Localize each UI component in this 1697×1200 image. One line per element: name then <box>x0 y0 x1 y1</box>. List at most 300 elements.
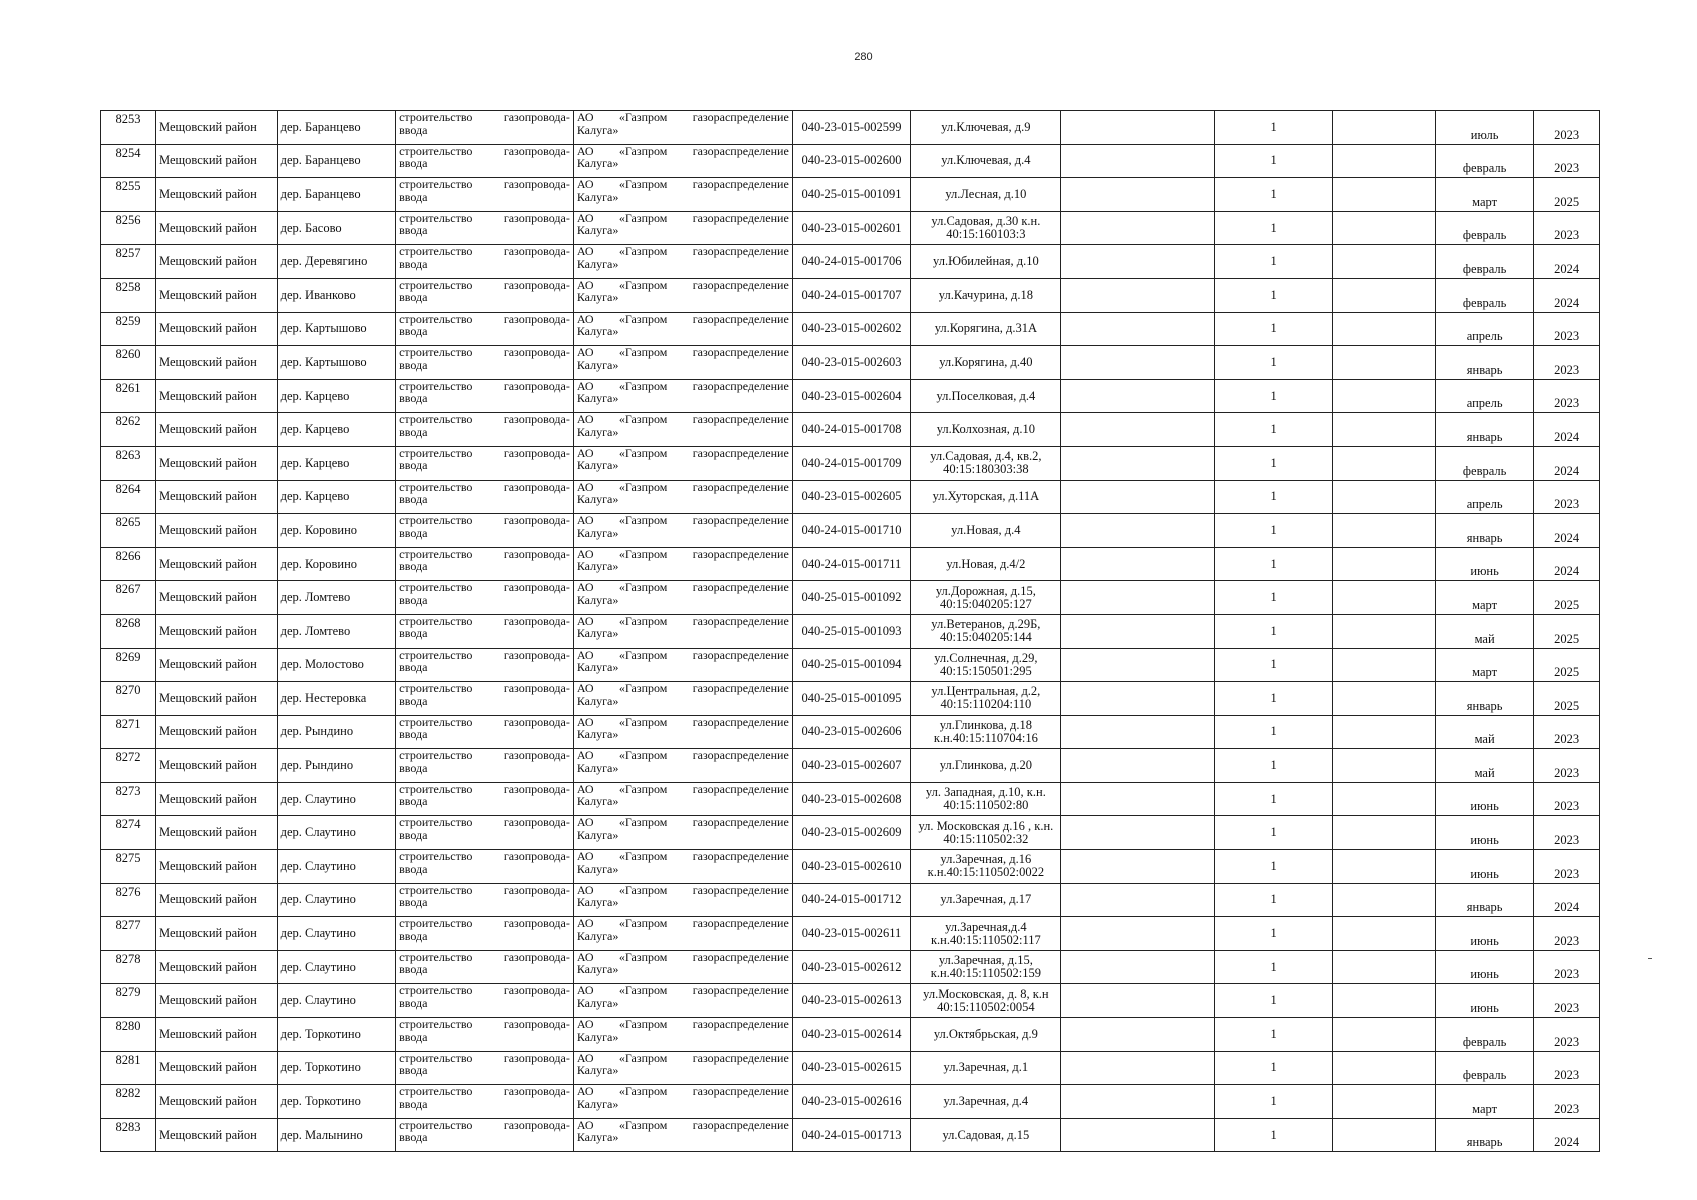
month-cell: март <box>1435 648 1533 682</box>
month-cell: январь <box>1435 413 1533 447</box>
work-word: газопровода- <box>503 1118 570 1132</box>
org-word: «Газпром <box>618 916 668 931</box>
empty-cell <box>1333 1051 1436 1085</box>
table-row <box>101 715 1600 749</box>
org-word: Калуга» <box>576 559 619 574</box>
org-word: газораспределение <box>692 412 789 427</box>
org-word: «Газпром <box>618 1017 668 1032</box>
empty-cell <box>1061 1118 1214 1152</box>
work-type-cell <box>396 178 574 212</box>
organization-cell <box>573 917 792 951</box>
work-word: строительство <box>399 312 473 326</box>
quantity-cell: 1 <box>1214 648 1332 682</box>
org-word: АО <box>576 782 594 796</box>
work-word: газопровода- <box>503 446 570 460</box>
org-word: «Газпром <box>618 446 668 460</box>
year-cell: 2023 <box>1534 1051 1600 1085</box>
year-cell: 2024 <box>1534 514 1600 548</box>
empty-cell <box>1333 917 1436 951</box>
work-type-cell <box>396 144 574 178</box>
year-cell: 2023 <box>1534 850 1600 884</box>
row-number: 8280 <box>101 1018 156 1052</box>
object-code-cell: 040-24-015-001711 <box>792 547 910 581</box>
address-cell: ул.Заречная, д.17 <box>911 883 1061 917</box>
village-cell: дер. Карцево <box>277 379 395 413</box>
object-code-cell: 040-23-015-002613 <box>792 984 910 1018</box>
year-cell: 2024 <box>1534 245 1600 279</box>
district-cell: Мещовский район <box>156 850 278 884</box>
work-type-cell <box>396 446 574 480</box>
address-cell: ул.Заречная,д.4 к.н.40:15:110502:117 <box>911 917 1061 951</box>
org-word: газораспределение <box>692 144 789 158</box>
work-type-cell <box>396 984 574 1018</box>
org-word: «Газпром <box>618 345 668 360</box>
month-cell: февраль <box>1435 278 1533 312</box>
table-row <box>101 547 1600 581</box>
object-code-cell: 040-23-015-002610 <box>792 850 910 884</box>
address-cell: ул.Корягина, д.40 <box>911 346 1061 380</box>
work-word: ввода <box>399 492 428 507</box>
org-word: «Газпром <box>618 1051 668 1065</box>
table-row <box>101 749 1600 783</box>
village-cell: дер. Рындино <box>277 749 395 783</box>
organization-cell <box>573 111 792 145</box>
table-row <box>101 211 1600 245</box>
work-word: газопровода- <box>503 412 570 427</box>
work-type-cell <box>396 379 574 413</box>
village-cell: дер. Торкотино <box>277 1018 395 1052</box>
organization-cell <box>573 514 792 548</box>
work-word: газопровода- <box>503 815 570 830</box>
empty-cell <box>1333 480 1436 514</box>
village-cell: дер. Слаутино <box>277 950 395 984</box>
month-cell: январь <box>1435 346 1533 380</box>
district-cell: Мещовский район <box>156 883 278 917</box>
month-cell: январь <box>1435 514 1533 548</box>
quantity-cell: 1 <box>1214 278 1332 312</box>
org-word: «Газпром <box>618 1084 668 1099</box>
org-word: АО <box>576 1118 594 1132</box>
org-word: газораспределение <box>692 513 789 528</box>
month-cell: март <box>1435 1085 1533 1119</box>
work-word: строительство <box>399 648 473 662</box>
work-word: ввода <box>399 760 428 775</box>
work-word: строительство <box>399 883 473 897</box>
object-code-cell: 040-23-015-002606 <box>792 715 910 749</box>
address-cell: ул.Ключевая, д.9 <box>911 111 1061 145</box>
village-cell: дер. Слаутино <box>277 782 395 816</box>
address-cell: ул.Заречная, д.15, к.н.40:15:110502:159 <box>911 950 1061 984</box>
org-word: АО <box>576 1017 594 1032</box>
district-cell: Мещовский район <box>156 648 278 682</box>
empty-cell <box>1061 111 1214 145</box>
district-cell: Мещовский район <box>156 1118 278 1152</box>
work-word: строительство <box>399 782 473 796</box>
village-cell: дер. Слаутино <box>277 883 395 917</box>
empty-cell <box>1061 379 1214 413</box>
table-row <box>101 312 1600 346</box>
district-cell: Мещовский район <box>156 581 278 615</box>
organization-cell <box>573 581 792 615</box>
org-word: АО <box>576 110 594 124</box>
table-row <box>101 379 1600 413</box>
work-word: ввода <box>399 895 428 910</box>
org-word: Калуга» <box>576 592 619 607</box>
district-cell: Мещовский район <box>156 144 278 178</box>
row-number: 8279 <box>101 984 156 1018</box>
district-cell: Мещовский район <box>156 782 278 816</box>
scan-mark <box>1648 958 1652 959</box>
table-row <box>101 178 1600 212</box>
table-row <box>101 413 1600 447</box>
work-word: строительство <box>399 1051 473 1065</box>
district-cell: Мещовский район <box>156 715 278 749</box>
org-word: Калуга» <box>576 995 619 1010</box>
row-number: 8268 <box>101 614 156 648</box>
table-row <box>101 984 1600 1018</box>
address-cell: ул.Заречная, д.4 <box>911 1085 1061 1119</box>
org-word: газораспределение <box>692 547 789 561</box>
district-cell: Мещовский район <box>156 480 278 514</box>
row-number: 8267 <box>101 581 156 615</box>
month-cell: июнь <box>1435 917 1533 951</box>
year-cell: 2024 <box>1534 1118 1600 1152</box>
org-word: газораспределение <box>692 312 789 326</box>
month-cell: июнь <box>1435 547 1533 581</box>
work-word: ввода <box>399 122 428 137</box>
row-number: 8261 <box>101 379 156 413</box>
empty-cell <box>1333 312 1436 346</box>
month-cell: июнь <box>1435 850 1533 884</box>
work-word: газопровода- <box>503 110 570 124</box>
object-code-cell: 040-25-015-001093 <box>792 614 910 648</box>
village-cell: дер. Иванково <box>277 278 395 312</box>
address-cell: ул.Юбилейная, д.10 <box>911 245 1061 279</box>
work-type-cell <box>396 514 574 548</box>
org-word: «Газпром <box>618 244 668 259</box>
year-cell: 2023 <box>1534 782 1600 816</box>
object-code-cell: 040-24-015-001708 <box>792 413 910 447</box>
row-number: 8262 <box>101 413 156 447</box>
object-code-cell: 040-23-015-002615 <box>792 1051 910 1085</box>
empty-cell <box>1333 1118 1436 1152</box>
org-word: АО <box>576 278 594 292</box>
address-cell: ул.Октябрьская, д.9 <box>911 1018 1061 1052</box>
org-word: Калуга» <box>576 1029 619 1044</box>
table-row <box>101 1018 1600 1052</box>
empty-cell <box>1061 312 1214 346</box>
org-word: Калуга» <box>576 189 619 204</box>
org-word: Калуга» <box>576 122 619 137</box>
quantity-cell: 1 <box>1214 1018 1332 1052</box>
org-word: «Газпром <box>618 883 668 897</box>
empty-cell <box>1061 614 1214 648</box>
row-number: 8275 <box>101 850 156 884</box>
org-word: «Газпром <box>618 278 668 292</box>
org-word: газораспределение <box>692 782 789 796</box>
work-type-cell <box>396 346 574 380</box>
empty-cell <box>1333 984 1436 1018</box>
work-word: газопровода- <box>503 1084 570 1099</box>
work-word: строительство <box>399 950 473 964</box>
work-word: строительство <box>399 681 473 696</box>
year-cell: 2023 <box>1534 816 1600 850</box>
organization-cell <box>573 749 792 783</box>
month-cell: июнь <box>1435 984 1533 1018</box>
quantity-cell: 1 <box>1214 984 1332 1018</box>
org-word: АО <box>576 815 594 830</box>
empty-cell <box>1333 211 1436 245</box>
work-word: строительство <box>399 715 473 729</box>
quantity-cell: 1 <box>1214 211 1332 245</box>
empty-cell <box>1061 245 1214 279</box>
quantity-cell: 1 <box>1214 917 1332 951</box>
org-word: газораспределение <box>692 580 789 595</box>
address-cell: ул.Поселковая, д.4 <box>911 379 1061 413</box>
work-word: строительство <box>399 916 473 931</box>
org-word: газораспределение <box>692 983 789 998</box>
work-word: ввода <box>399 995 428 1010</box>
work-word: ввода <box>399 559 428 574</box>
village-cell: дер. Ломтево <box>277 581 395 615</box>
year-cell: 2024 <box>1534 278 1600 312</box>
address-cell: ул. Западная, д.10, к.н. 40:15:110502:80 <box>911 782 1061 816</box>
org-word: «Газпром <box>618 177 668 192</box>
row-number: 8255 <box>101 178 156 212</box>
month-cell: июль <box>1435 111 1533 145</box>
org-word: «Газпром <box>618 849 668 864</box>
row-number: 8271 <box>101 715 156 749</box>
empty-cell <box>1061 648 1214 682</box>
table-row <box>101 144 1600 178</box>
month-cell: март <box>1435 178 1533 212</box>
org-word: «Газпром <box>618 782 668 796</box>
work-word: строительство <box>399 278 473 292</box>
work-word: строительство <box>399 379 473 393</box>
row-number: 8269 <box>101 648 156 682</box>
quantity-cell: 1 <box>1214 547 1332 581</box>
district-cell: Мещовский район <box>156 111 278 145</box>
org-word: Калуга» <box>576 324 619 339</box>
year-cell: 2025 <box>1534 682 1600 716</box>
village-cell: дер. Слаутино <box>277 850 395 884</box>
empty-cell <box>1333 514 1436 548</box>
district-cell: Мещовский район <box>156 245 278 279</box>
work-word: ввода <box>399 827 428 842</box>
work-word: ввода <box>399 794 428 809</box>
work-word: газопровода- <box>503 177 570 192</box>
quantity-cell: 1 <box>1214 346 1332 380</box>
empty-cell <box>1333 1018 1436 1052</box>
org-word: Калуга» <box>576 1063 619 1078</box>
address-cell: ул.Лесная, д.10 <box>911 178 1061 212</box>
month-cell: февраль <box>1435 144 1533 178</box>
empty-cell <box>1333 446 1436 480</box>
work-word: ввода <box>399 1063 428 1078</box>
org-word: АО <box>576 983 594 998</box>
object-code-cell: 040-24-015-001712 <box>792 883 910 917</box>
work-type-cell <box>396 245 574 279</box>
org-word: Калуга» <box>576 525 619 540</box>
empty-cell <box>1061 581 1214 615</box>
empty-cell <box>1333 178 1436 212</box>
work-word: ввода <box>399 324 428 339</box>
work-word: газопровода- <box>503 1017 570 1032</box>
empty-cell <box>1061 782 1214 816</box>
org-word: газораспределение <box>692 1051 789 1065</box>
work-word: газопровода- <box>503 580 570 595</box>
organization-cell <box>573 614 792 648</box>
table-row <box>101 245 1600 279</box>
org-word: «Газпром <box>618 950 668 964</box>
org-word: Калуга» <box>576 458 619 473</box>
work-word: ввода <box>399 626 428 641</box>
org-word: газораспределение <box>692 916 789 931</box>
org-word: газораспределение <box>692 345 789 360</box>
month-cell: апрель <box>1435 379 1533 413</box>
district-cell: Мещовский район <box>156 816 278 850</box>
empty-cell <box>1333 648 1436 682</box>
address-cell: ул.Дорожная, д.15, 40:15:040205:127 <box>911 581 1061 615</box>
work-type-cell <box>396 850 574 884</box>
object-code-cell: 040-23-015-002600 <box>792 144 910 178</box>
org-word: АО <box>576 748 594 763</box>
work-word: строительство <box>399 983 473 998</box>
work-type-cell <box>396 749 574 783</box>
empty-cell <box>1061 480 1214 514</box>
org-word: газораспределение <box>692 1017 789 1032</box>
org-word: «Газпром <box>618 614 668 628</box>
month-cell: январь <box>1435 682 1533 716</box>
work-word: ввода <box>399 1096 428 1111</box>
district-cell: Мещовский район <box>156 547 278 581</box>
work-word: газопровода- <box>503 614 570 628</box>
org-word: АО <box>576 681 594 696</box>
object-code-cell: 040-25-015-001091 <box>792 178 910 212</box>
organization-cell <box>573 984 792 1018</box>
org-word: «Газпром <box>618 748 668 763</box>
work-word: строительство <box>399 144 473 158</box>
empty-cell <box>1333 682 1436 716</box>
empty-cell <box>1333 547 1436 581</box>
work-type-cell <box>396 715 574 749</box>
empty-cell <box>1333 1085 1436 1119</box>
org-word: АО <box>576 513 594 528</box>
organization-cell <box>573 1085 792 1119</box>
work-type-cell <box>396 211 574 245</box>
month-cell: июнь <box>1435 950 1533 984</box>
district-cell: Мещовский район <box>156 312 278 346</box>
org-word: АО <box>576 312 594 326</box>
organization-cell <box>573 547 792 581</box>
month-cell: май <box>1435 749 1533 783</box>
row-number: 8264 <box>101 480 156 514</box>
table-row <box>101 346 1600 380</box>
object-code-cell: 040-23-015-002604 <box>792 379 910 413</box>
object-code-cell: 040-23-015-002609 <box>792 816 910 850</box>
organization-cell <box>573 682 792 716</box>
year-cell: 2023 <box>1534 144 1600 178</box>
work-word: строительство <box>399 614 473 628</box>
org-word: АО <box>576 244 594 259</box>
quantity-cell: 1 <box>1214 782 1332 816</box>
empty-cell <box>1061 950 1214 984</box>
org-word: газораспределение <box>692 648 789 662</box>
org-word: АО <box>576 883 594 897</box>
organization-cell <box>573 950 792 984</box>
organization-cell <box>573 178 792 212</box>
work-type-cell <box>396 917 574 951</box>
empty-cell <box>1333 614 1436 648</box>
address-cell: ул.Корягина, д.31А <box>911 312 1061 346</box>
work-type-cell <box>396 950 574 984</box>
district-cell: Мещовский район <box>156 446 278 480</box>
empty-cell <box>1333 278 1436 312</box>
year-cell: 2023 <box>1534 111 1600 145</box>
organization-cell <box>573 379 792 413</box>
work-word: газопровода- <box>503 1051 570 1065</box>
org-word: АО <box>576 715 594 729</box>
row-number: 8281 <box>101 1051 156 1085</box>
work-word: газопровода- <box>503 480 570 494</box>
year-cell: 2023 <box>1534 950 1600 984</box>
work-word: ввода <box>399 660 428 674</box>
work-word: строительство <box>399 849 473 864</box>
org-word: Калуга» <box>576 1096 619 1111</box>
work-word: строительство <box>399 446 473 460</box>
org-word: газораспределение <box>692 177 789 192</box>
org-word: «Газпром <box>618 480 668 494</box>
year-cell: 2023 <box>1534 917 1600 951</box>
empty-cell <box>1333 816 1436 850</box>
year-cell: 2023 <box>1534 715 1600 749</box>
month-cell: февраль <box>1435 446 1533 480</box>
table-row <box>101 614 1600 648</box>
village-cell: дер. Малынино <box>277 1118 395 1152</box>
year-cell: 2024 <box>1534 413 1600 447</box>
org-word: Калуга» <box>576 794 619 809</box>
work-word: ввода <box>399 156 428 171</box>
row-number: 8273 <box>101 782 156 816</box>
org-word: АО <box>576 916 594 931</box>
org-word: Калуга» <box>576 626 619 641</box>
month-cell: июнь <box>1435 816 1533 850</box>
work-type-cell <box>396 682 574 716</box>
work-type-cell <box>396 278 574 312</box>
org-word: «Газпром <box>618 815 668 830</box>
year-cell: 2023 <box>1534 1085 1600 1119</box>
org-word: газораспределение <box>692 379 789 393</box>
empty-cell <box>1061 984 1214 1018</box>
district-cell: Мещовский район <box>156 950 278 984</box>
org-word: АО <box>576 614 594 628</box>
organization-cell <box>573 346 792 380</box>
organization-cell <box>573 245 792 279</box>
org-word: Калуга» <box>576 760 619 775</box>
work-word: строительство <box>399 177 473 192</box>
org-word: газораспределение <box>692 748 789 763</box>
organization-cell <box>573 850 792 884</box>
village-cell: дер. Коровино <box>277 514 395 548</box>
empty-cell <box>1333 413 1436 447</box>
quantity-cell: 1 <box>1214 614 1332 648</box>
address-cell: ул.Хуторская, д.11А <box>911 480 1061 514</box>
work-word: строительство <box>399 815 473 830</box>
work-word: газопровода- <box>503 144 570 158</box>
empty-cell <box>1061 850 1214 884</box>
year-cell: 2025 <box>1534 614 1600 648</box>
organization-cell <box>573 211 792 245</box>
